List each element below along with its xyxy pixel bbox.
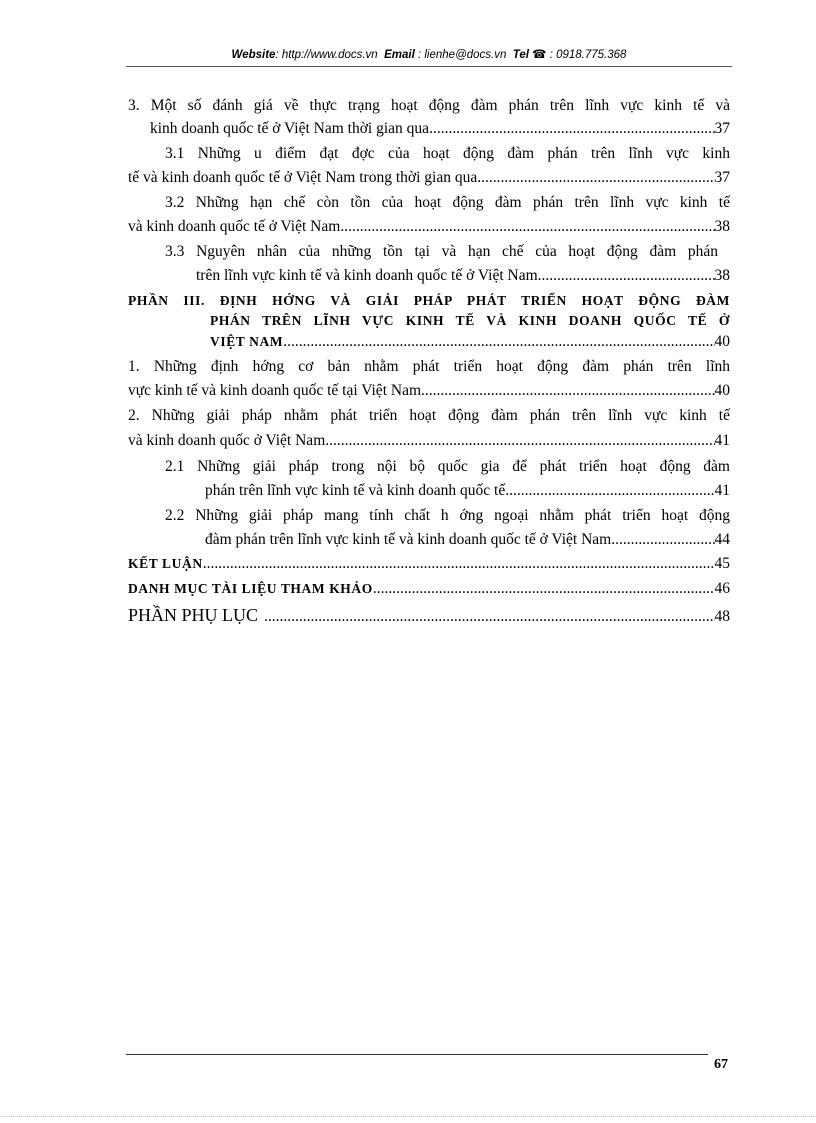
toc-entry-part-3[interactable] bbox=[128, 291, 730, 352]
toc-entry-appendix[interactable] bbox=[128, 602, 730, 630]
page-bottom-border bbox=[0, 1116, 816, 1117]
toc-entry-text: kinh doanh quốc tế ở Việt Nam thời gian qua bbox=[150, 120, 430, 137]
toc-page-number: 46 bbox=[714, 580, 730, 597]
toc-entry-text: KẾT LUẬN bbox=[128, 556, 203, 571]
toc-entry-text: 3. Một số đánh giá về thực trạng hoạt động đàm phán trên lĩnh vực kinh tế và bbox=[128, 97, 730, 114]
toc-entry-text: 2. Những giải pháp nhằm phát triển hoạt động đàm phán trên lĩnh vực kinh tế bbox=[128, 407, 730, 424]
toc-entry-2-1[interactable] bbox=[128, 455, 730, 503]
toc-leader-dots bbox=[421, 379, 714, 403]
toc-entry-3-3[interactable] bbox=[128, 240, 730, 288]
toc-entry-references[interactable] bbox=[128, 576, 730, 602]
toc-entry-text: VIỆT NAM bbox=[210, 334, 284, 349]
toc-page-number: 40 bbox=[714, 333, 730, 350]
phone-icon: ☎ bbox=[532, 49, 547, 61]
toc-leader-dots bbox=[283, 332, 714, 352]
footer-divider bbox=[126, 1054, 708, 1055]
email-label: Email bbox=[384, 49, 415, 61]
toc-page-number: 38 bbox=[714, 267, 730, 284]
toc-leader-dots bbox=[373, 576, 715, 602]
toc-entry-text: 1. Những định hớng cơ bản nhằm phát triển hoạt động đàm phán trên lĩnh bbox=[128, 358, 730, 375]
toc-entry-3-2[interactable] bbox=[128, 191, 730, 239]
toc-page-number: 41 bbox=[714, 482, 730, 499]
toc-entry-text: PHÁN TRÊN LĨNH VỰC KINH TẾ VÀ KINH DOANH QUỐC TẾ Ở bbox=[210, 313, 730, 328]
toc-leader-dots bbox=[429, 117, 714, 141]
table-of-contents bbox=[128, 95, 730, 630]
toc-entry-text: và kinh doanh quốc ở Việt Nam bbox=[128, 432, 326, 449]
toc-entry-text: 2.2 Những giải pháp mang tính chất h ớng ngoại nhằm phát triển hoạt động bbox=[165, 507, 730, 524]
toc-page-number: 40 bbox=[714, 382, 730, 399]
toc-entry-3[interactable] bbox=[128, 95, 730, 141]
toc-page-number: 37 bbox=[714, 169, 730, 186]
toc-leader-dots bbox=[340, 215, 714, 239]
header-divider bbox=[126, 66, 732, 67]
toc-page-number: 48 bbox=[714, 608, 730, 625]
page-number: 67 bbox=[714, 1057, 728, 1072]
toc-page-number: 44 bbox=[714, 531, 730, 548]
toc-entry-text: phán trên lĩnh vực kinh tế và kinh doanh quốc tế bbox=[205, 482, 506, 499]
toc-page-number: 41 bbox=[714, 432, 730, 449]
toc-entry-text: và kinh doanh quốc tế ở Việt Nam bbox=[128, 218, 341, 235]
toc-entry-text: 3.2 Những hạn chế còn tồn của hoạt động đàm phán trên lĩnh vực kinh tế bbox=[165, 194, 730, 211]
toc-entry-3-1[interactable] bbox=[128, 142, 730, 190]
toc-entry-text: đàm phán trên lĩnh vực kinh tế và kinh doanh quốc tế ở Việt Nam bbox=[205, 531, 612, 548]
toc-entry-text: 2.1 Những giải pháp trong nội bộ quốc gia để phát triển hoạt động đàm bbox=[165, 458, 730, 475]
toc-entry-conclusion[interactable] bbox=[128, 552, 730, 576]
toc-entry-text: PHẦN PHỤ LỤC bbox=[128, 605, 259, 625]
page-header bbox=[126, 47, 732, 61]
toc-page-number: 45 bbox=[714, 555, 730, 572]
toc-leader-dots bbox=[505, 479, 714, 503]
toc-leader-dots bbox=[264, 604, 714, 630]
tel-label: Tel bbox=[512, 49, 529, 61]
toc-entry-text: 3.3 Nguyên nhân của những tồn tại và hạn chế của hoạt động đàm phán bbox=[165, 243, 718, 260]
toc-entry-text: PHẦN III. ĐỊNH HỚNG VÀ GIẢI PHÁP PHÁT TRIỂN HOẠT ĐỘNG ĐÀM bbox=[128, 293, 730, 308]
email-value: : lienhe@docs.vn bbox=[417, 49, 507, 61]
website-label: Website bbox=[231, 49, 276, 61]
toc-leader-dots bbox=[477, 166, 714, 190]
toc-leader-dots bbox=[203, 552, 715, 576]
toc-entry-2[interactable] bbox=[128, 404, 730, 454]
toc-page-number: 38 bbox=[714, 218, 730, 235]
toc-entry-text: vực kinh tế và kinh doanh quốc tế tại Việt Nam bbox=[128, 382, 422, 399]
toc-entry-text: tế và kinh doanh quốc tế ở Việt Nam trong thời gian qua bbox=[128, 169, 478, 186]
tel-value: : 0918.775.368 bbox=[549, 49, 627, 61]
toc-entry-text: trên lĩnh vực kinh tế và kinh doanh quốc tế ở Việt Nam bbox=[196, 267, 538, 284]
toc-leader-dots bbox=[538, 264, 715, 288]
toc-entry-1[interactable] bbox=[128, 355, 730, 403]
website-value: : http://www.docs.vn bbox=[275, 49, 378, 61]
toc-entry-text: 3.1 Những u điểm đạt đợc của hoạt động đàm phán trên lĩnh vực kinh bbox=[165, 145, 730, 162]
toc-page-number: 37 bbox=[714, 120, 730, 137]
toc-entry-2-2[interactable] bbox=[128, 504, 730, 552]
toc-leader-dots bbox=[325, 428, 714, 454]
toc-leader-dots bbox=[611, 528, 714, 552]
toc-entry-text: DANH MỤC TÀI LIỆU THAM KHẢO bbox=[128, 581, 373, 596]
